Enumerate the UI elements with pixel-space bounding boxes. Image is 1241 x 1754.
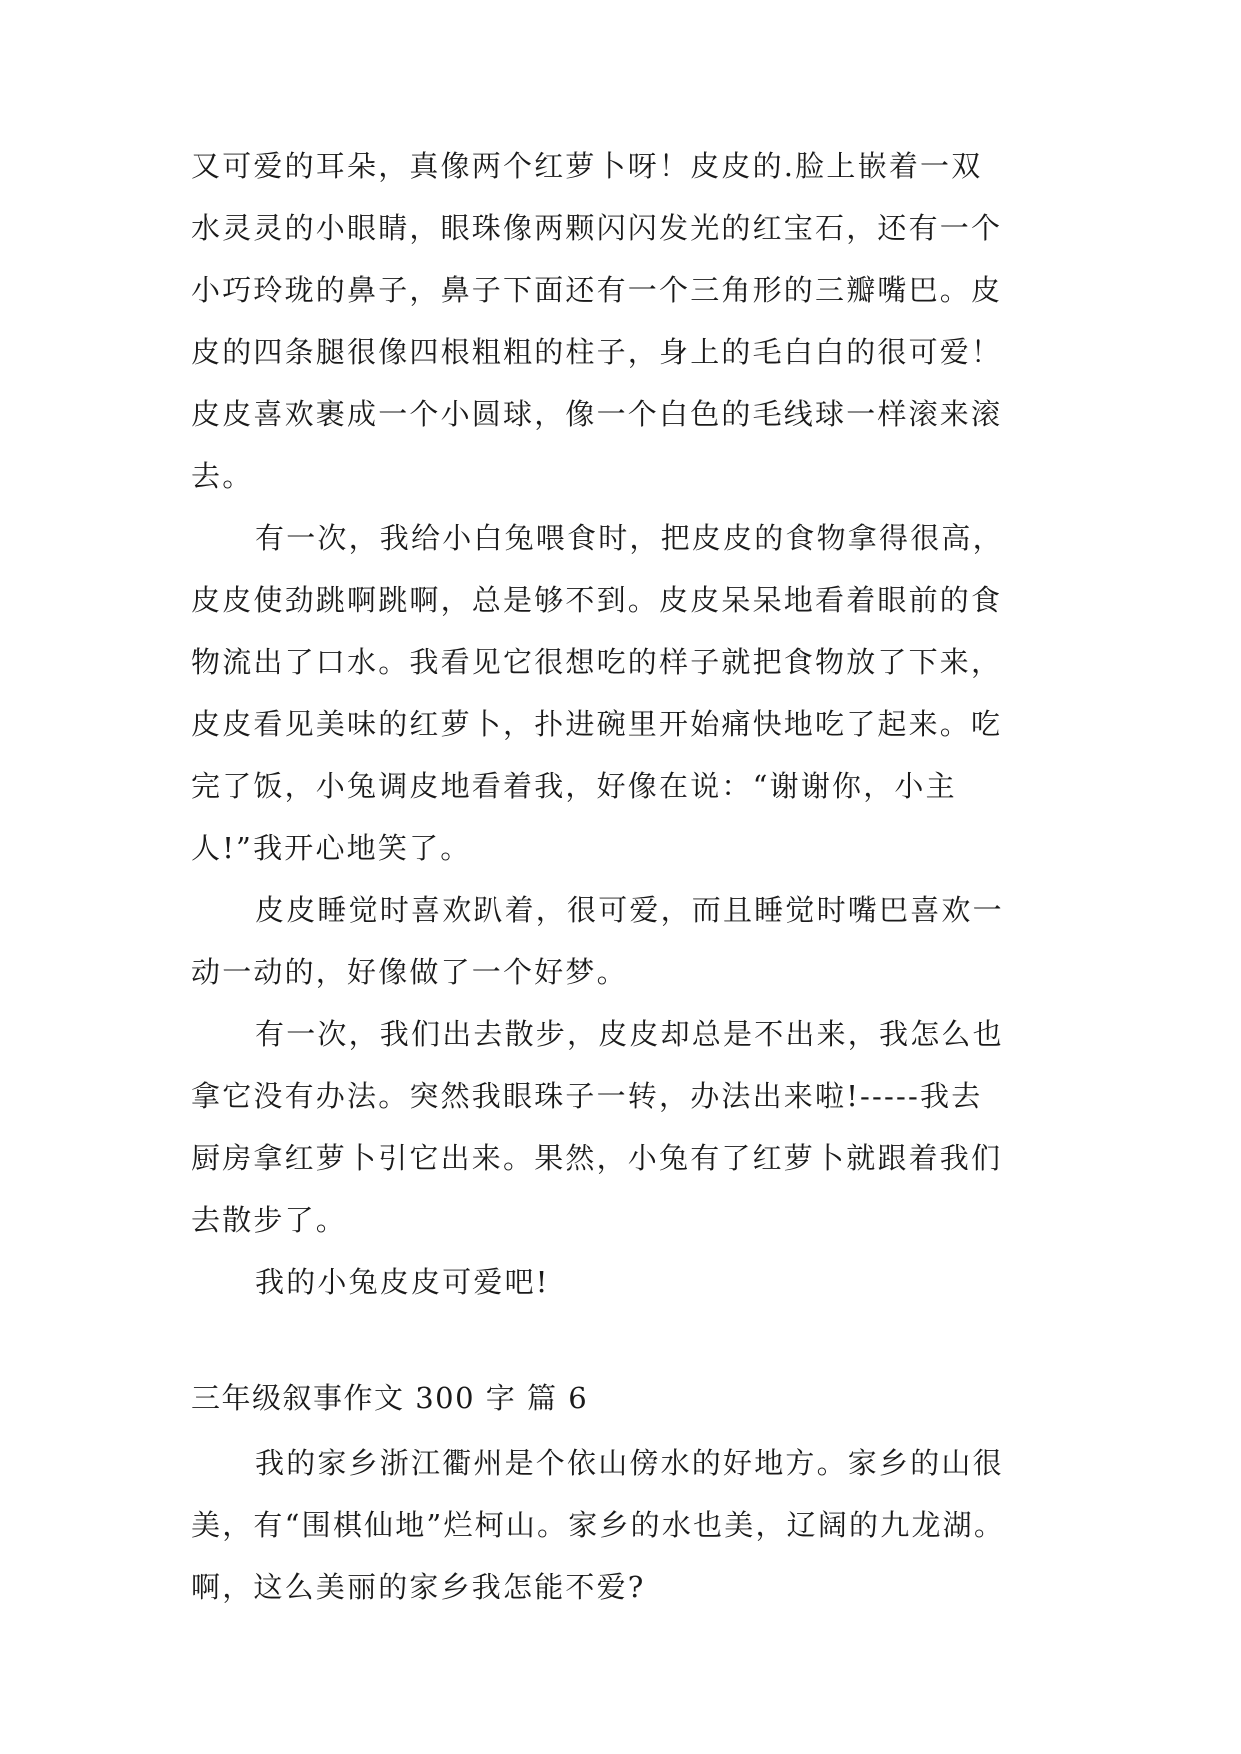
text-line: 厨房拿红萝卜引它出来。果然，小兔有了红萝卜就跟着我们 <box>191 1141 1003 1175</box>
section-heading: 三年级叙事作文 300 字 篇 6 <box>191 1381 589 1415</box>
text-line: 皮的四条腿很像四根粗粗的柱子，身上的毛白白的很可爱！ <box>191 335 1003 369</box>
text-line: 啊，这么美丽的家乡我怎能不爱? <box>191 1570 646 1604</box>
text-line: 水灵灵的小眼睛，眼珠像两颗闪闪发光的红宝石，还有一个 <box>191 211 1003 245</box>
text-line: 皮皮睡觉时喜欢趴着，很可爱，而且睡觉时嘴巴喜欢一 <box>255 893 1004 927</box>
text-line: 动一动的，好像做了一个好梦。 <box>191 955 628 989</box>
text-line: 拿它没有办法。突然我眼珠子一转，办法出来啦!-----我去 <box>191 1079 983 1113</box>
text-line: 皮皮看见美味的红萝卜，扑进碗里开始痛快地吃了起来。吃 <box>191 707 1003 741</box>
text-line: 人!”我开心地笑了。 <box>191 831 472 865</box>
text-line: 美，有“围棋仙地”烂柯山。家乡的水也美，辽阔的九龙湖。 <box>191 1508 1006 1542</box>
paragraph-5 <box>191 1251 1061 1313</box>
text-line: 小巧玲珑的鼻子，鼻子下面还有一个三角形的三瓣嘴巴。皮 <box>191 273 1003 307</box>
paragraph-6 <box>191 1432 1061 1618</box>
text-line: 有一次，我给小白兔喂食时，把皮皮的食物拿得很高， <box>255 521 1004 555</box>
paragraph-3 <box>191 879 1061 1003</box>
text-line: 完了饭，小兔调皮地看着我，好像在说：“谢谢你，小主 <box>191 769 957 803</box>
text-line: 去。 <box>191 459 254 493</box>
text-line: 皮皮使劲跳啊跳啊，总是够不到。皮皮呆呆地看着眼前的食 <box>191 583 1003 617</box>
paragraph-4 <box>191 1003 1061 1251</box>
text-line: 我的家乡浙江衢州是个依山傍水的好地方。家乡的山很 <box>255 1446 1004 1480</box>
text-line: 去散步了。 <box>191 1203 348 1237</box>
paragraph-2 <box>191 507 1061 879</box>
text-line: 皮皮喜欢裹成一个小圆球，像一个白色的毛线球一样滚来滚 <box>191 397 1003 431</box>
text-line: 物流出了口水。我看见它很想吃的样子就把食物放了下来， <box>191 645 1003 679</box>
paragraph-1 <box>191 135 1061 507</box>
text-line: 又可爱的耳朵，真像两个红萝卜呀！皮皮的.脸上嵌着一双 <box>191 149 983 183</box>
text-line: 有一次，我们出去散步，皮皮却总是不出来，我怎么也 <box>255 1017 1004 1051</box>
text-line: 我的小兔皮皮可爱吧! <box>255 1265 550 1299</box>
